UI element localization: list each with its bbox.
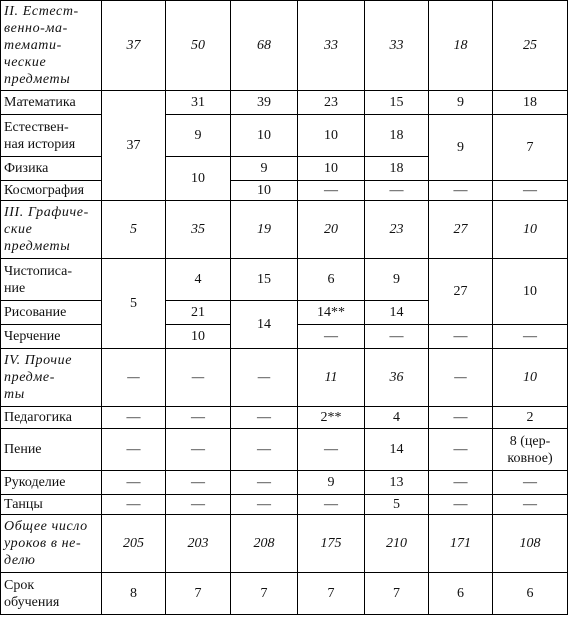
hours-cell: 37 xyxy=(102,91,166,201)
hours-cell: — xyxy=(493,495,568,515)
hours-cell: 10 xyxy=(231,181,298,201)
subject-row xyxy=(1,495,568,515)
table-body xyxy=(1,1,568,615)
subject-label: Пение xyxy=(1,429,102,471)
hours-cell: 23 xyxy=(365,201,429,259)
hours-cell: 13 xyxy=(365,471,429,495)
hours-cell: 14** xyxy=(298,301,365,325)
hours-cell: 33 xyxy=(298,1,365,91)
subject-label: Физика xyxy=(1,157,102,181)
hours-cell: 18 xyxy=(493,91,568,115)
hours-cell: — xyxy=(429,471,493,495)
section-row xyxy=(1,1,568,91)
hours-cell: 5 xyxy=(102,201,166,259)
subject-label: Рукоделие xyxy=(1,471,102,495)
hours-cell: 27 xyxy=(429,201,493,259)
hours-cell: — xyxy=(298,325,365,349)
subject-label: Космография xyxy=(1,181,102,201)
hours-cell: 19 xyxy=(231,201,298,259)
hours-cell: 9 xyxy=(166,115,231,157)
hours-cell: — xyxy=(493,471,568,495)
hours-cell: 15 xyxy=(231,259,298,301)
subject-row xyxy=(1,181,568,201)
hours-cell: 9 xyxy=(429,91,493,115)
hours-cell: — xyxy=(231,429,298,471)
hours-cell: — xyxy=(429,325,493,349)
hours-cell: 10 xyxy=(298,157,365,181)
section-label: Общее число уроков в не- делю xyxy=(1,515,102,573)
hours-cell: — xyxy=(166,349,231,407)
hours-cell: 9 xyxy=(298,471,365,495)
section-row xyxy=(1,201,568,259)
hours-cell: 10 xyxy=(298,115,365,157)
hours-cell: — xyxy=(166,471,231,495)
hours-cell: 10 xyxy=(493,201,568,259)
hours-cell: 203 xyxy=(166,515,231,573)
hours-cell: 39 xyxy=(231,91,298,115)
hours-cell: 33 xyxy=(365,1,429,91)
hours-cell: 18 xyxy=(429,1,493,91)
hours-cell: — xyxy=(298,429,365,471)
hours-cell: 50 xyxy=(166,1,231,91)
hours-cell: — xyxy=(102,495,166,515)
hours-cell: 18 xyxy=(365,157,429,181)
hours-cell: — xyxy=(429,407,493,429)
hours-cell: — xyxy=(298,181,365,201)
subject-row xyxy=(1,115,568,157)
hours-cell: 9 xyxy=(365,259,429,301)
hours-cell: 6 xyxy=(298,259,365,301)
hours-cell: 8 xyxy=(102,573,166,615)
hours-cell: 8 (цер- ковное) xyxy=(493,429,568,471)
hours-cell: — xyxy=(298,495,365,515)
subject-row xyxy=(1,91,568,115)
hours-cell: — xyxy=(429,429,493,471)
subject-row xyxy=(1,259,568,301)
hours-cell: — xyxy=(429,181,493,201)
hours-cell: 10 xyxy=(493,349,568,407)
hours-cell: 35 xyxy=(166,201,231,259)
hours-cell: 18 xyxy=(365,115,429,157)
hours-cell: — xyxy=(102,429,166,471)
hours-cell: 6 xyxy=(429,573,493,615)
hours-cell: — xyxy=(166,429,231,471)
hours-cell: 20 xyxy=(298,201,365,259)
subject-label: Естествен- ная история xyxy=(1,115,102,157)
hours-cell: 108 xyxy=(493,515,568,573)
hours-cell: 10 xyxy=(166,325,231,349)
section-label: IV. Прочие предме- ты xyxy=(1,349,102,407)
hours-cell: 7 xyxy=(365,573,429,615)
hours-cell: 25 xyxy=(493,1,568,91)
hours-cell: 11 xyxy=(298,349,365,407)
hours-cell: 210 xyxy=(365,515,429,573)
subject-row xyxy=(1,429,568,471)
subject-label: Математика xyxy=(1,91,102,115)
hours-cell: — xyxy=(231,495,298,515)
hours-cell: — xyxy=(231,407,298,429)
hours-cell: 5 xyxy=(365,495,429,515)
hours-cell: — xyxy=(231,349,298,407)
hours-cell: — xyxy=(365,181,429,201)
hours-cell: 14 xyxy=(231,301,298,349)
hours-cell: — xyxy=(166,407,231,429)
hours-cell: 14 xyxy=(365,429,429,471)
hours-cell: 21 xyxy=(166,301,231,325)
section-row xyxy=(1,349,568,407)
hours-cell: — xyxy=(231,471,298,495)
hours-cell: — xyxy=(166,495,231,515)
hours-cell: 7 xyxy=(166,573,231,615)
hours-cell: 10 xyxy=(166,157,231,201)
hours-cell: 4 xyxy=(365,407,429,429)
subject-row xyxy=(1,573,568,615)
hours-cell: 37 xyxy=(102,1,166,91)
hours-cell: 31 xyxy=(166,91,231,115)
section-row xyxy=(1,515,568,573)
hours-cell: — xyxy=(429,495,493,515)
hours-cell: 9 xyxy=(429,115,493,181)
hours-cell: 14 xyxy=(365,301,429,325)
hours-cell: 23 xyxy=(298,91,365,115)
hours-cell: 9 xyxy=(231,157,298,181)
hours-cell: — xyxy=(493,325,568,349)
hours-cell: — xyxy=(102,407,166,429)
section-label: III. Графиче- ские предметы xyxy=(1,201,102,259)
section-label: II. Естест- венно-ма- темати- ческие предметы xyxy=(1,1,102,91)
hours-cell: 10 xyxy=(231,115,298,157)
hours-cell: — xyxy=(493,181,568,201)
hours-cell: 7 xyxy=(231,573,298,615)
hours-cell: 7 xyxy=(493,115,568,181)
hours-cell: 4 xyxy=(166,259,231,301)
hours-cell: 2 xyxy=(493,407,568,429)
hours-cell: 36 xyxy=(365,349,429,407)
hours-cell: 2** xyxy=(298,407,365,429)
hours-cell: 7 xyxy=(298,573,365,615)
hours-cell: 27 xyxy=(429,259,493,325)
subject-label: Чистописа- ние xyxy=(1,259,102,301)
subject-label: Танцы xyxy=(1,495,102,515)
subject-row xyxy=(1,407,568,429)
subject-row xyxy=(1,471,568,495)
hours-cell: 68 xyxy=(231,1,298,91)
hours-cell: 5 xyxy=(102,259,166,349)
hours-cell: — xyxy=(429,349,493,407)
hours-cell: — xyxy=(102,471,166,495)
subject-label: Рисование xyxy=(1,301,102,325)
hours-cell: — xyxy=(365,325,429,349)
hours-cell: 205 xyxy=(102,515,166,573)
hours-cell: — xyxy=(102,349,166,407)
subject-label: Черчение xyxy=(1,325,102,349)
hours-cell: 175 xyxy=(298,515,365,573)
hours-cell: 208 xyxy=(231,515,298,573)
hours-cell: 10 xyxy=(493,259,568,325)
hours-cell: 171 xyxy=(429,515,493,573)
subject-label: Педагогика xyxy=(1,407,102,429)
subject-label: Срок обучения xyxy=(1,573,102,615)
hours-cell: 15 xyxy=(365,91,429,115)
hours-cell: 6 xyxy=(493,573,568,615)
